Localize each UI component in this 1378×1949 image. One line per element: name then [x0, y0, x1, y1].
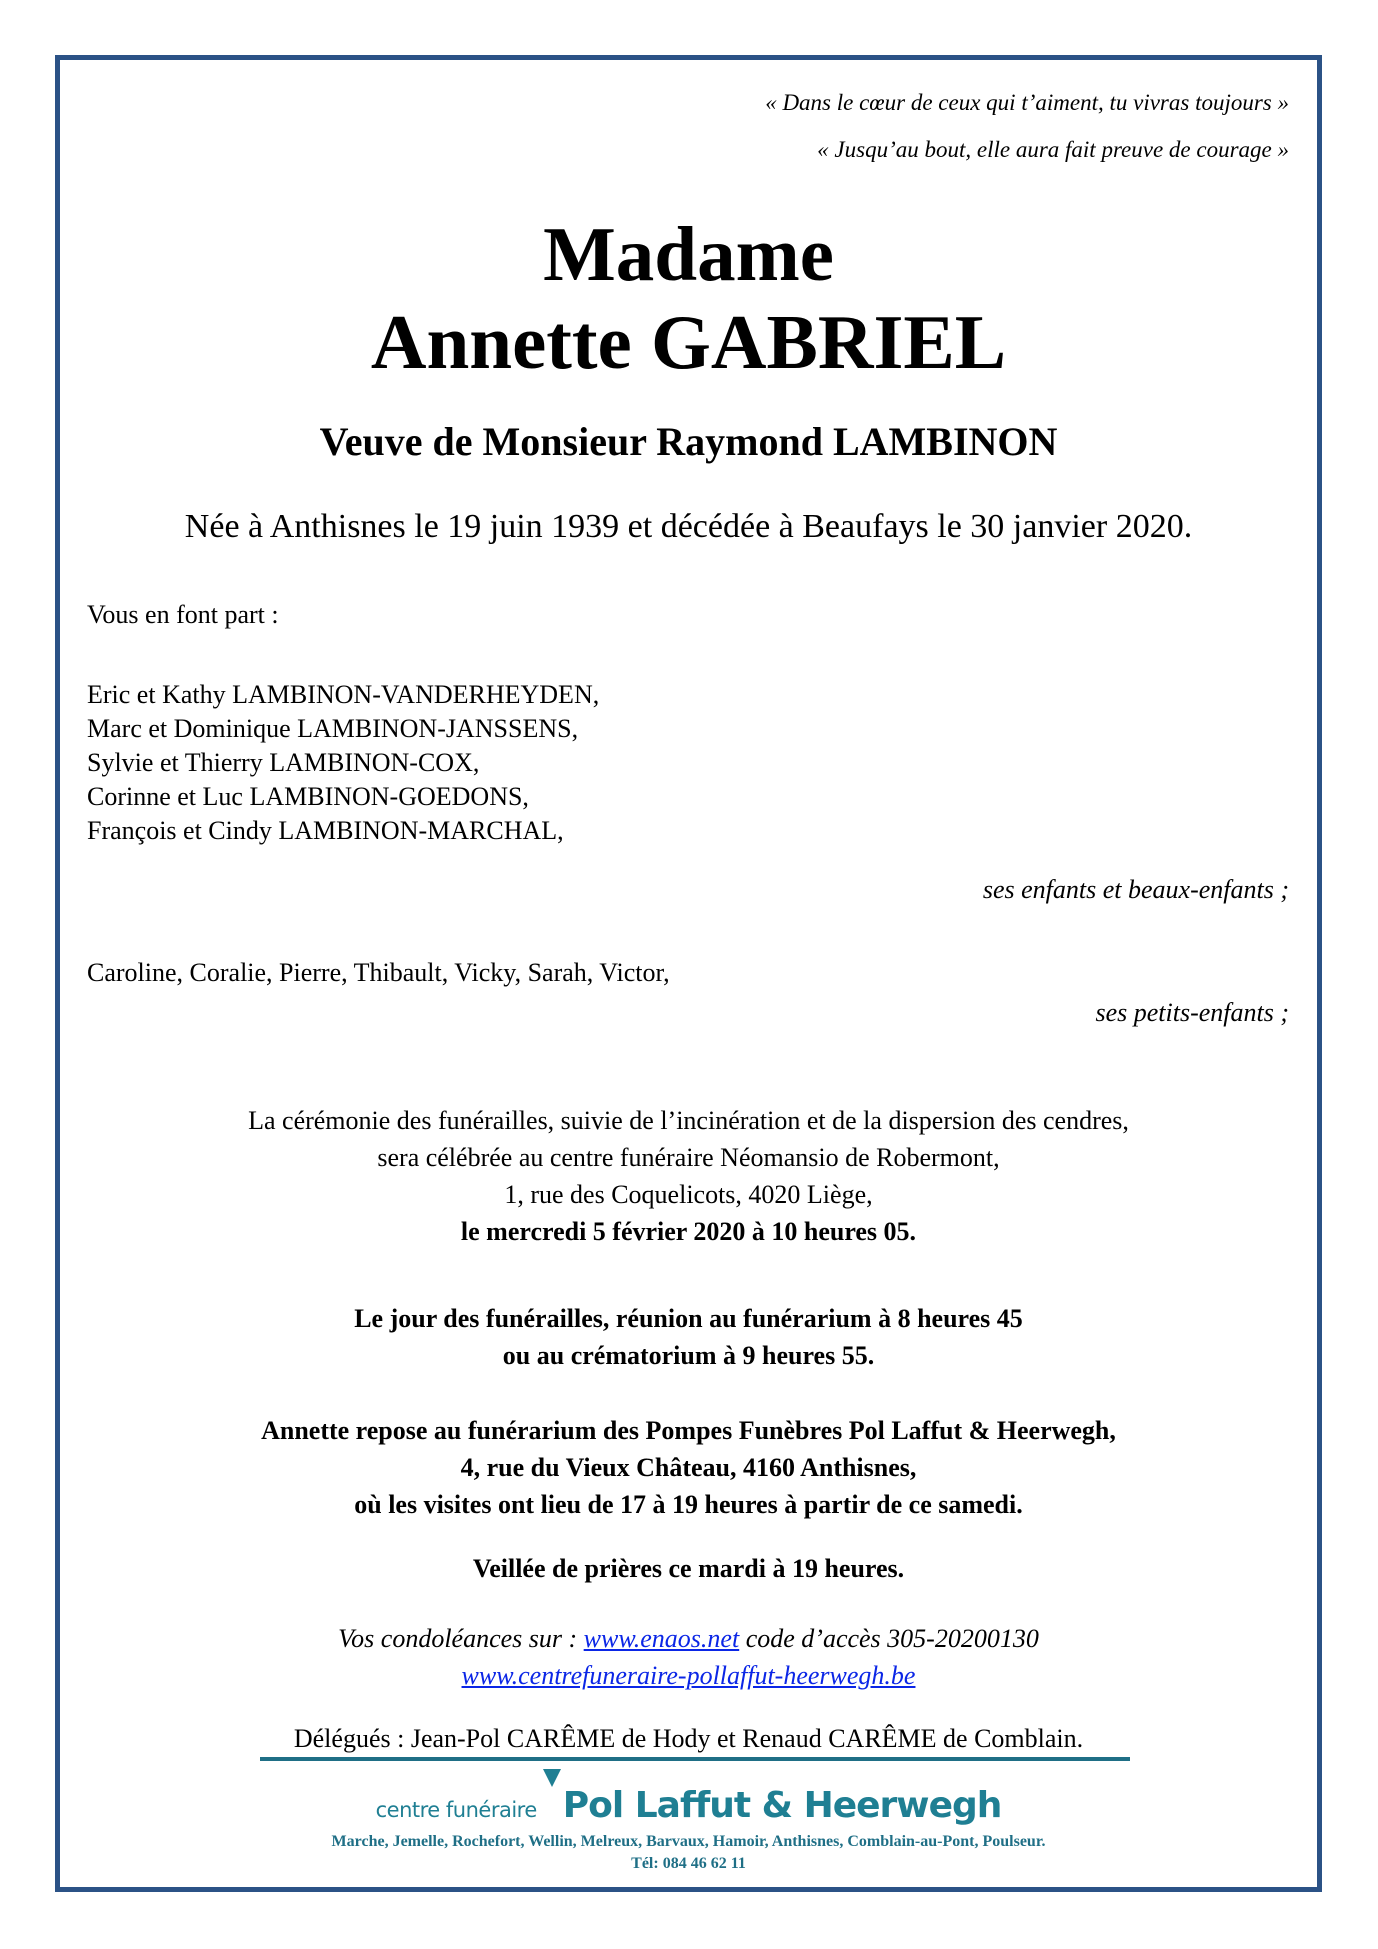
intro-text: Vous en font part : [87, 600, 279, 629]
enaos-link[interactable]: www.enaos.net [583, 1624, 740, 1653]
condolences-block [60, 1620, 1317, 1694]
condolences-prefix: Vos condoléances sur : [338, 1624, 578, 1653]
funeral-home-link[interactable]: www.centrefuneraire-pollaffut-heerwegh.be [461, 1661, 916, 1690]
meeting-line-1: Le jour des funérailles, réunion au funérarium à 8 heures 45 [354, 1304, 1023, 1333]
children-label: ses enfants et beaux-enfants ; [982, 875, 1289, 904]
reposing-block [60, 1412, 1317, 1523]
grandchildren-list: Caroline, Coralie, Pierre, Thibault, Vicky, Sarah, Victor, [87, 958, 670, 987]
children-list [87, 678, 599, 848]
ceremony-date: le mercredi 5 février 2020 à 10 heures 05. [460, 1217, 917, 1246]
quote-1: « Dans le cœur de ceux qui t’aiment, tu vivras toujours » [765, 90, 1289, 115]
list-item: François et Cindy LAMBINON-MARCHAL, [87, 816, 564, 845]
list-item: Marc et Dominique LAMBINON-JANSSENS, [87, 714, 579, 743]
quote-2: « Jusqu’au bout, elle aura fait preuve de courage » [817, 137, 1289, 162]
logo-small-text: centre funéraire [375, 1798, 537, 1822]
reposing-line-2: 4, rue du Vieux Château, 4160 Anthisnes, [460, 1453, 917, 1482]
subtitle: Veuve de Monsieur Raymond LAMBINON [319, 419, 1058, 464]
list-item: Corinne et Luc LAMBINON-GOEDONS, [87, 782, 529, 811]
condolences-line [60, 1620, 1317, 1657]
vigil: Veillée de prières ce mardi à 19 heures. [472, 1554, 905, 1583]
meeting-line-2: ou au crématorium à 9 heures 55. [502, 1341, 875, 1370]
grandchildren-label: ses petits-enfants ; [1095, 998, 1289, 1027]
logo-phone: Tél: 084 46 62 11 [631, 1855, 746, 1872]
list-item: Sylvie et Thierry LAMBINON-COX, [87, 748, 480, 777]
deceased-name: Annette GABRIEL [370, 299, 1007, 385]
logo-brand-name: Pol Laffut & Heerwegh [562, 1785, 1002, 1826]
list-item: Eric et Kathy LAMBINON-VANDERHEYDEN, [87, 680, 600, 709]
delegates: Délégués : Jean-Pol CARÊME de Hody et Renaud CARÊME de Comblain. [293, 1724, 1084, 1753]
meeting-block [60, 1300, 1317, 1374]
reposing-line-1: Annette repose au funérarium des Pompes Funèbres Pol Laffut & Heerwegh, [261, 1416, 1116, 1445]
reposing-line-3: où les visites ont lieu de 17 à 19 heures à partir de ce samedi. [354, 1490, 1023, 1519]
ceremony-block [60, 1102, 1317, 1250]
logo-towns: Marche, Jemelle, Rochefort, Wellin, Melreux, Barvaux, Hamoir, Anthisnes, Comblain-au-Pont, Poulseur. [331, 1833, 1046, 1850]
birth-death-dates: Née à Anthisnes le 19 juin 1939 et décédée à Beaufays le 30 janvier 2020. [184, 508, 1193, 545]
access-code: code d’accès 305-20200130 [745, 1624, 1039, 1653]
divider [260, 1757, 1130, 1761]
title-line-1: Madame [543, 211, 834, 297]
funeral-home-logo [60, 1772, 1317, 1873]
page-frame [55, 55, 1322, 1892]
ceremony-line-2: sera célébrée au centre funéraire Néomansio de Robermont, [377, 1143, 1000, 1172]
triangle-icon [543, 1769, 561, 1787]
title-block [60, 210, 1317, 386]
ceremony-line-1: La cérémonie des funérailles, suivie de l’incinération et de la dispersion des cendres, [248, 1106, 1129, 1135]
ceremony-line-3: 1, rue des Coquelicots, 4020 Liège, [504, 1180, 873, 1209]
